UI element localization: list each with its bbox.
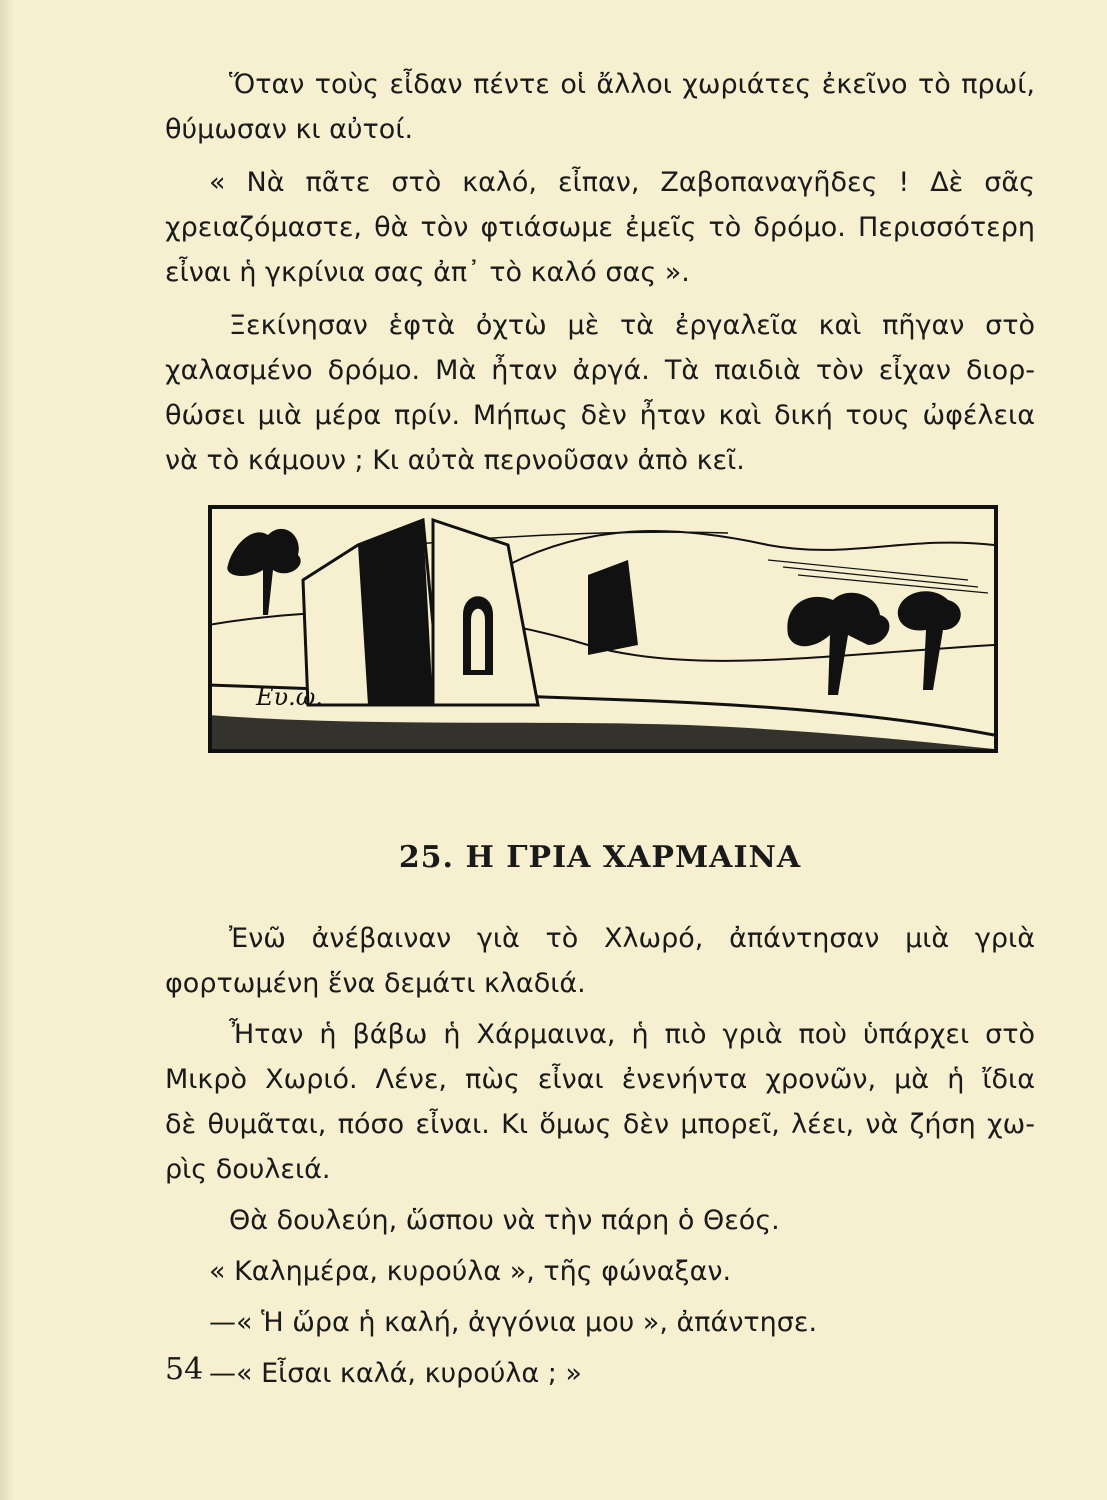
text-line: Ὅταν τοὺς εἶδαν πέντε οἱ ἄλλοι χωριάτες ἐκεῖνο τὸ πρωί,	[229, 69, 1035, 100]
text-line: Ξεκίνησαν ἑφτὰ ὀχτὼ μὲ τὰ ἐργαλεῖα καὶ πῆγαν στὸ	[229, 310, 1035, 341]
paragraph	[165, 1351, 1035, 1396]
text-line: νὰ τὸ κάμουν ; Κι αὐτὰ περνοῦσαν ἀπὸ κεῖ.	[165, 445, 745, 476]
paragraph	[165, 1012, 1035, 1192]
paragraph	[165, 62, 1035, 152]
text-line: Μικρὸ Χωριό. Λένε, πὼς εἶναι ἐνενήντα χρονῶν, μὰ ἡ ἴδια	[165, 1064, 1035, 1095]
woodcut-illustration	[208, 505, 998, 753]
paragraph	[165, 160, 1035, 295]
paragraph	[165, 1198, 1035, 1243]
page-edge-shadow	[0, 0, 14, 1500]
text-line: Θὰ δουλεύη, ὥσπου νὰ τὴν πάρη ὁ Θεός.	[229, 1205, 780, 1236]
paragraph	[165, 1300, 1035, 1345]
text-line: χαλασμένο δρόμο. Μὰ ἦταν ἀργά. Τὰ παιδιὰ τὸν εἶχαν διορ-	[165, 355, 1035, 386]
text-block-bottom	[165, 916, 1035, 1396]
section-title: 25. Η ΓΡΙΑ ΧΑΡΜΑΙΝΑ	[398, 840, 802, 875]
text-line: θύμωσαν κι αὐτοί.	[165, 114, 414, 145]
illustration-signature: Ευ.ω.	[256, 683, 323, 711]
text-line: χρειαζόμαστε, θὰ τὸν φτιάσωμε ἐμεῖς τὸ δρόμο. Περισσότερη	[165, 212, 1035, 243]
text-line: φορτωμένη ἕνα δεμάτι κλαδιά.	[165, 968, 586, 999]
text-line: θώσει μιὰ μέρα πρίν. Μήπως δὲν ἦταν καὶ δική τους ὠφέλεια	[165, 400, 1035, 431]
text-line: εἶναι ἡ γκρίνια σας ἀπ᾽ τὸ καλό σας ».	[165, 257, 690, 288]
paragraph	[165, 916, 1035, 1006]
paragraph	[165, 303, 1035, 483]
text-line: Ἐνῶ ἀνέβαιναν γιὰ τὸ Χλωρό, ἀπάντησαν μιὰ γριὰ	[229, 923, 1035, 954]
text-block-top	[165, 62, 1035, 483]
text-line: —« Ἡ ὥρα ἡ καλή, ἀγγόνια μου », ἀπάντησε.	[209, 1307, 818, 1338]
page-number: 54	[165, 1352, 204, 1387]
text-line: Ἦταν ἡ βάβω ἡ Χάρμαινα, ἡ πιὸ γριὰ ποὺ ὑπάρχει στὸ	[229, 1019, 1035, 1050]
text-line: ρὶς δουλειά.	[165, 1154, 331, 1185]
text-line: —« Εἶσαι καλά, κυρούλα ; »	[209, 1358, 582, 1389]
text-line: « Νὰ πᾶτε στὸ καλό, εἶπαν, Ζαβοπαναγῆδες ! Δὲ σᾶς	[209, 167, 1035, 198]
paragraph	[165, 1249, 1035, 1294]
text-line: « Καλημέρα, κυρούλα », τῆς φώναξαν.	[209, 1256, 732, 1287]
text-line: δὲ θυμᾶται, πόσο εἶναι. Κι ὅμως δὲν μπορεῖ, λέει, νὰ ζήση χω-	[165, 1109, 1035, 1140]
